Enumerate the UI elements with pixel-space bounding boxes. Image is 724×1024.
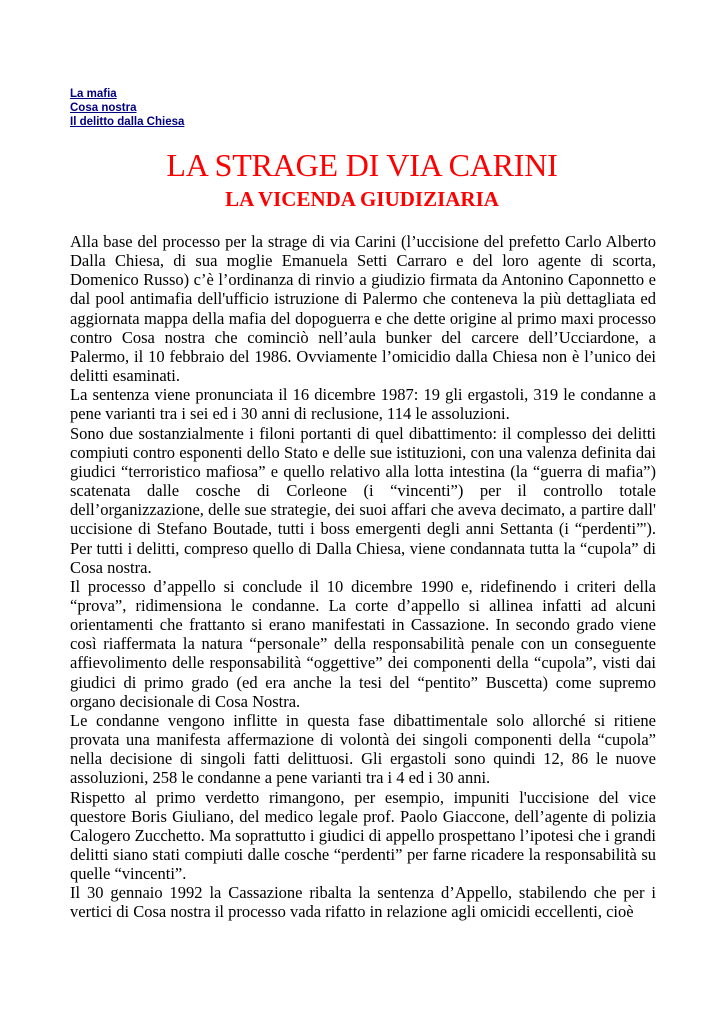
breadcrumb-link-delitto-dalla-chiesa[interactable]: Il delitto dalla Chiesa: [70, 116, 185, 128]
paragraph: Il 30 gennaio 1992 la Cassazione ribalta la sentenza d’Appello, stabilendo che per i vertici di Cosa nostra il processo vada rifatto in relazione agli omicidi eccellenti, cioè: [70, 883, 656, 922]
breadcrumb-link-la-mafia[interactable]: La mafia: [70, 88, 117, 100]
breadcrumb: [70, 87, 184, 129]
page-subtitle: LA VICENDA GIUDIZIARIA: [225, 187, 499, 211]
paragraph: Rispetto al primo verdetto rimangono, per esempio, impuniti l'uccisione del vice questore Boris Giuliano, del medico legale prof. Paolo Giaccone, dell’agente di polizia Calogero Zucchetto. Ma soprattutto i giudici di appello prospettano l’ipotesi che i grandi delitti siano stati compiuti dalle cosche “perdenti” per farne ricadere la responsabilità su quelle “vincenti”.: [70, 787, 656, 884]
page-title: LA STRAGE DI VIA CARINI: [166, 147, 558, 183]
paragraph: Sono due sostanzialmente i filoni portanti di quel dibattimento: il complesso dei delitti compiuti contro esponenti dello Stato e delle sue istituzioni, con una valenza definita dai giudici “terroristico mafiosa” e quello relativo alla lotta intestina (la “guerra di mafia”) scatenata dalle cosche di Corleone (i “vincenti”) per il controllo totale dell’organizzazione, delle sue strategie, dei suoi affari che aveva decimato, a partire dall' uccisione di Stefano Boutade, tutti i boss emergenti degli anni Settanta (i “perdenti”'). Per tutti i delitti, compreso quello di Dalla Chiesa, viene condannata tutta la “cupola” di Cosa nostra.: [70, 423, 656, 577]
paragraph: La sentenza viene pronunciata il 16 dicembre 1987: 19 gli ergastoli, 319 le condanne a pene varianti tra i sei ed i 30 anni di reclusione, 114 le assoluzioni.: [70, 385, 656, 424]
breadcrumb-link-cosa-nostra[interactable]: Cosa nostra: [70, 102, 137, 114]
paragraph: Il processo d’appello si conclude il 10 dicembre 1990 e, ridefinendo i criteri della “prova”, ridimensiona le condanne. La corte d’appello si allinea infatti ad alcuni orientamenti che frattanto si erano manifestati in Cassazione. In secondo grado viene così riaffermata la natura “personale” della responsabilità penale con un conseguente affievolimento delle responsabilità “oggettive” dei componenti della “cupola”, visti dai giudici di primo grado (ed era anche la tesi del “pentito” Buscetta) come supremo organo decisionale di Cosa Nostra.: [70, 576, 656, 711]
article-body: [70, 232, 656, 922]
paragraph: Alla base del processo per la strage di via Carini (l’uccisione del prefetto Carlo Alberto Dalla Chiesa, di sua moglie Emanuela Setti Carraro e del loro agente di scorta, Domenico Russo) c’è l’ordinanza di rinvio a giudizio firmata da Antonino Caponnetto e dal pool antimafia dell'ufficio istruzione di Palermo che conteneva la più dettagliata ed aggiornata mappa della mafia del dopoguerra e che dette origine al primo maxi processo contro Cosa nostra che cominciò nell’aula bunker del carcere dell’Ucciardone, a Palermo, il 10 febbraio del 1986. Ovviamente l’omicidio dalla Chiesa non è l’unico dei delitti esaminati.: [70, 232, 656, 386]
paragraph: Le condanne vengono inflitte in questa fase dibattimentale solo allorché si ritiene provata una manifesta affermazione di volontà dei singoli componenti della “cupola” nella decisione di singoli fatti delittuosi. Gli ergastoli sono quindi 12, 86 le nuove assoluzioni, 258 le condanne a pene varianti tra i 4 ed i 30 anni.: [70, 710, 656, 788]
